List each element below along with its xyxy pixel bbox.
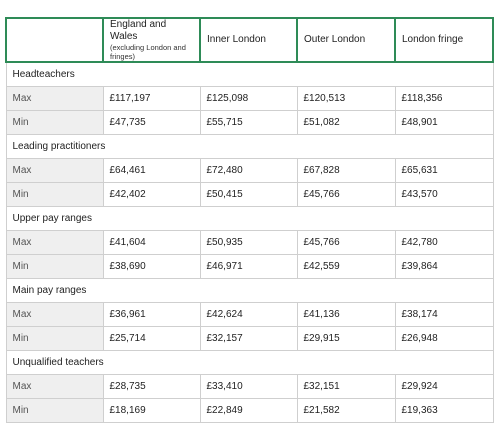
table-row: [6, 303, 493, 327]
row-label: Min: [6, 327, 103, 351]
header-label: Inner London: [207, 34, 266, 45]
value-cell: £50,415: [200, 183, 297, 207]
value-cell: £43,570: [395, 183, 493, 207]
value-cell: £65,631: [395, 159, 493, 183]
header-cell-england-wales: [103, 18, 200, 62]
group-row: [6, 279, 493, 303]
group-title: Headteachers: [6, 62, 493, 87]
group-title: Unqualified teachers: [6, 351, 493, 375]
row-label: Max: [6, 303, 103, 327]
value-cell: £125,098: [200, 87, 297, 111]
value-cell: £29,915: [297, 327, 395, 351]
value-cell: £42,559: [297, 255, 395, 279]
group-row: [6, 207, 493, 231]
header-cell-outer-london: [297, 18, 395, 62]
value-cell: £67,828: [297, 159, 395, 183]
group-title: Main pay ranges: [6, 279, 493, 303]
value-cell: £45,766: [297, 231, 395, 255]
value-cell: £48,901: [395, 111, 493, 135]
value-cell: £118,356: [395, 87, 493, 111]
value-cell: £21,582: [297, 399, 395, 423]
pay-table: [5, 17, 494, 423]
value-cell: £51,082: [297, 111, 395, 135]
table-row: [6, 255, 493, 279]
row-label: Min: [6, 111, 103, 135]
value-cell: £72,480: [200, 159, 297, 183]
value-cell: £32,157: [200, 327, 297, 351]
value-cell: £42,624: [200, 303, 297, 327]
header-label: London fringe: [402, 34, 464, 45]
value-cell: £39,864: [395, 255, 493, 279]
table-row: [6, 111, 493, 135]
header-cell-inner-london: [200, 18, 297, 62]
table-row: [6, 159, 493, 183]
value-cell: £38,690: [103, 255, 200, 279]
row-label: Min: [6, 183, 103, 207]
value-cell: £26,948: [395, 327, 493, 351]
header-sublabel: (excluding London and fringes): [110, 43, 186, 61]
table-row: [6, 399, 493, 423]
header-row: [6, 18, 493, 62]
value-cell: £46,971: [200, 255, 297, 279]
table-row: [6, 183, 493, 207]
value-cell: £25,714: [103, 327, 200, 351]
pay-table-container: [5, 17, 492, 423]
value-cell: £29,924: [395, 375, 493, 399]
value-cell: £22,849: [200, 399, 297, 423]
header-cell-empty: [6, 18, 103, 62]
table-row: [6, 231, 493, 255]
group-row: [6, 135, 493, 159]
group-row: [6, 62, 493, 87]
value-cell: £120,513: [297, 87, 395, 111]
row-label: Min: [6, 399, 103, 423]
value-cell: £38,174: [395, 303, 493, 327]
row-label: Max: [6, 231, 103, 255]
value-cell: £36,961: [103, 303, 200, 327]
value-cell: £19,363: [395, 399, 493, 423]
value-cell: £41,604: [103, 231, 200, 255]
row-label: Max: [6, 159, 103, 183]
row-label: Max: [6, 375, 103, 399]
value-cell: £42,780: [395, 231, 493, 255]
header-label: England and Wales: [110, 19, 167, 42]
value-cell: £28,735: [103, 375, 200, 399]
header-label: Outer London: [304, 34, 366, 45]
group-row: [6, 351, 493, 375]
table-row: [6, 87, 493, 111]
value-cell: £45,766: [297, 183, 395, 207]
value-cell: £55,715: [200, 111, 297, 135]
value-cell: £117,197: [103, 87, 200, 111]
value-cell: £64,461: [103, 159, 200, 183]
row-label: Max: [6, 87, 103, 111]
value-cell: £18,169: [103, 399, 200, 423]
value-cell: £42,402: [103, 183, 200, 207]
table-row: [6, 327, 493, 351]
table-row: [6, 375, 493, 399]
group-title: Upper pay ranges: [6, 207, 493, 231]
value-cell: £33,410: [200, 375, 297, 399]
table-body: [6, 62, 493, 423]
value-cell: £47,735: [103, 111, 200, 135]
value-cell: £50,935: [200, 231, 297, 255]
table-header: [6, 18, 493, 62]
header-cell-london-fringe: [395, 18, 493, 62]
row-label: Min: [6, 255, 103, 279]
value-cell: £32,151: [297, 375, 395, 399]
value-cell: £41,136: [297, 303, 395, 327]
group-title: Leading practitioners: [6, 135, 493, 159]
